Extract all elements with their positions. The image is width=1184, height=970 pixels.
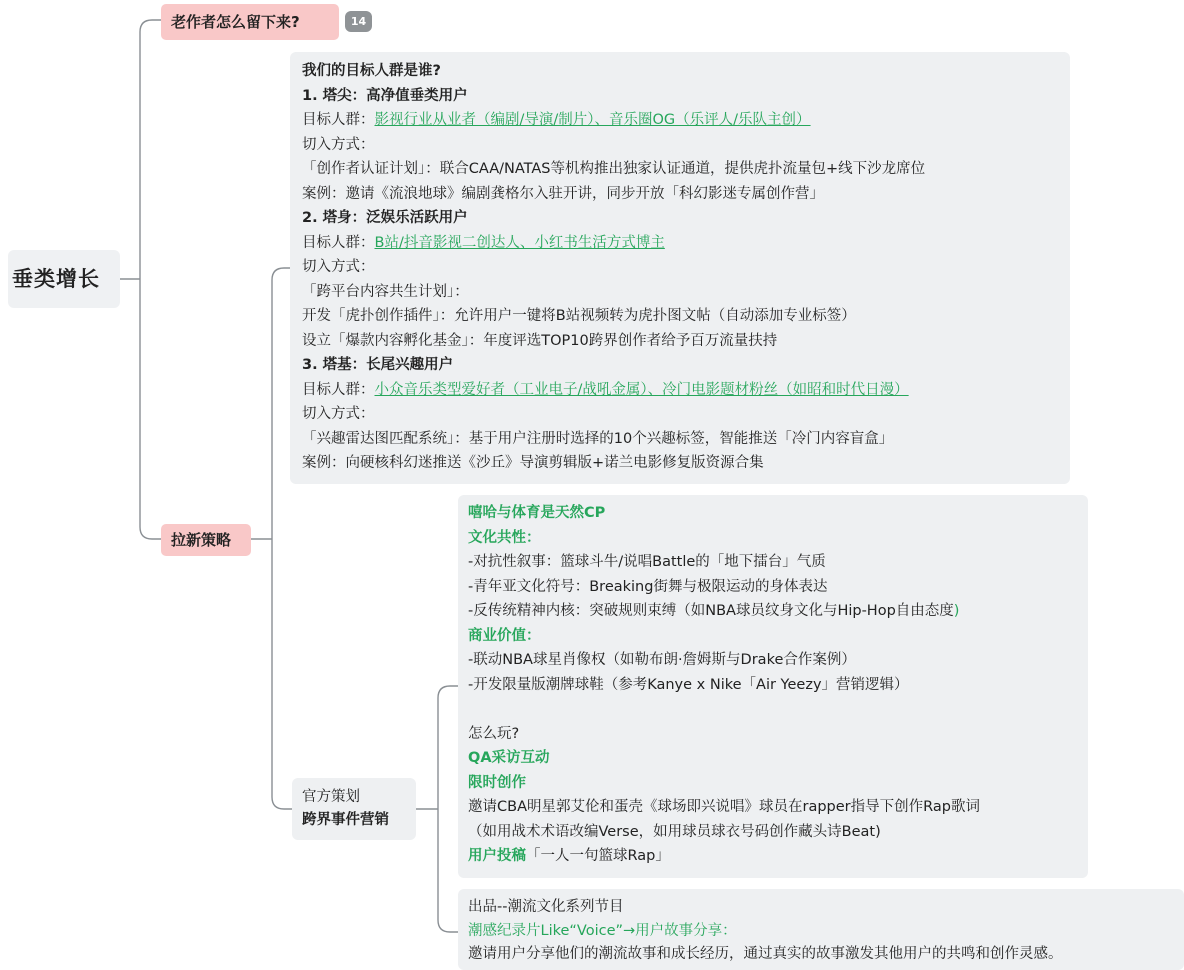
node-official-planning[interactable] [292, 778, 416, 840]
submit-line [468, 844, 1088, 869]
tier-heading: 1. 塔尖：高净值垂类用户 [302, 87, 468, 104]
invite-line: 邀请CBA明星郭艾伦和蛋壳《球场即兴说唱》球员在rapper指导下创作Rap歌词 [468, 799, 980, 815]
tier-target-line [302, 108, 1070, 133]
tier-target-label: 目标人群： [302, 234, 375, 251]
business-label: 商业价值： [468, 627, 541, 644]
tier-line: 「跨平台内容共生计划」： [302, 283, 469, 300]
target-audience-box[interactable] [290, 52, 1070, 484]
collapsed-count-badge[interactable]: 14 [345, 11, 372, 32]
output-line3: 邀请用户分享他们的潮流故事和成长经历，通过真实的故事激发其他用户的共鸣和创作灵感。 [468, 946, 1063, 962]
culture-label: 文化共性： [468, 529, 541, 546]
tier-method-label: 切入方式： [302, 136, 375, 153]
root-label: 垂类增长 [12, 267, 100, 291]
culture-tail: ) [953, 603, 960, 619]
crossover-title: 嘻哈与体育是天然CP [468, 505, 606, 521]
tier-method-label: 切入方式： [302, 406, 375, 422]
node-retain-old-authors[interactable] [161, 4, 339, 40]
tier-line: 「兴趣雷达图匹配系统」：基于用户注册时选择的10个兴趣标签，智能推送「冷门内容盲盒」 [302, 430, 894, 447]
crossover-marketing-box[interactable] [458, 495, 1088, 878]
node-retain-label: 老作者怎么留下来? [171, 13, 300, 31]
connector-acquire-children [272, 268, 292, 809]
tier-line: 「创作者认证计划」：联合CAA/NATAS等机构推出独家认证通道，提供虎扑流量包+线下沙龙席位 [302, 161, 926, 177]
spacer [468, 697, 1088, 722]
tier-line: 设立「爆款内容孵化基金」：年度评选TOP10跨界创作者给予百万流量扶持 [302, 332, 778, 349]
connector-retain [140, 20, 161, 539]
tier-heading: 2. 塔身：泛娱乐活跃用户 [302, 210, 468, 226]
tier-line: 开发「虎扑创作插件」：允许用户一键将B站视频转为虎扑图文帖（自动添加专业标签） [302, 308, 856, 324]
business-line: -联动NBA球星肖像权（如勒布朗·詹姆斯与Drake合作案例） [468, 652, 856, 668]
tier-target-label: 目标人群： [302, 381, 375, 398]
howto-label: 怎么玩? [468, 725, 520, 742]
tier-line: 案例：邀请《流浪地球》编剧龚格尔入驻开讲，同步开放「科幻影迷专属创作营」 [302, 185, 824, 202]
node-acquisition-strategy[interactable] [161, 524, 251, 556]
tier-target-link[interactable]: 小众音乐类型爱好者（工业电子/战吼金属）、冷门电影题材粉丝（如昭和时代日漫） [374, 381, 909, 398]
output-program-box[interactable] [458, 889, 1184, 970]
tier-line: 案例：向硬核科幻迷推送《沙丘》导演剪辑版+诺兰电影修复版资源合集 [302, 455, 764, 471]
output-line1: 出品--潮流文化系列节目 [468, 899, 624, 915]
output-line2: 潮感纪录片Like“Voice”→用户故事分享： [468, 922, 737, 939]
culture-line: -青年亚文化符号：Breaking街舞与极限运动的身体表达 [468, 578, 828, 595]
tier-heading: 3. 塔基：长尾兴趣用户 [302, 357, 454, 373]
culture-line: -反传统精神内核：突破规则束缚（如NBA球员纹身文化与Hip-Hop自由态度 [468, 603, 954, 619]
tier-target-line [302, 231, 1070, 256]
tier-target-link[interactable]: 影视行业从业者（编剧/导演/制片）、音乐圈OG（乐评人/乐队主创） [374, 112, 811, 128]
culture-line-with-tail [468, 599, 1088, 624]
node-acquire-label: 拉新策略 [171, 531, 232, 549]
official-line2: 跨界事件营销 [302, 812, 389, 828]
root-node-vertical-growth[interactable] [8, 250, 120, 308]
tier-target-line [302, 378, 1070, 403]
submit-label: 用户投稿 [468, 848, 526, 864]
tier-target-link[interactable]: B站/抖音影视二创达人、小红书生活方式博主 [374, 234, 665, 251]
tier-target-label: 目标人群： [302, 112, 375, 128]
target-box-title: 我们的目标人群是谁? [302, 63, 441, 79]
connector-official-children [438, 686, 458, 932]
business-line: -开发限量版潮牌球鞋（参考Kanye x Nike「Air Yeezy」营销逻辑） [468, 676, 909, 693]
invite-line: （如用战术术语改编Verse，如用球员球衣号码创作藏头诗Beat) [468, 823, 881, 840]
official-line1: 官方策划 [302, 789, 360, 805]
culture-line: -对抗性叙事：篮球斗牛/说唱Battle的「地下擂台」气质 [468, 554, 826, 570]
qa-label: QA采访互动 [468, 750, 550, 766]
submit-value: 「一人一句篮球Rap」 [526, 848, 670, 864]
limited-label: 限时创作 [468, 774, 526, 791]
tier-method-label: 切入方式： [302, 259, 375, 275]
